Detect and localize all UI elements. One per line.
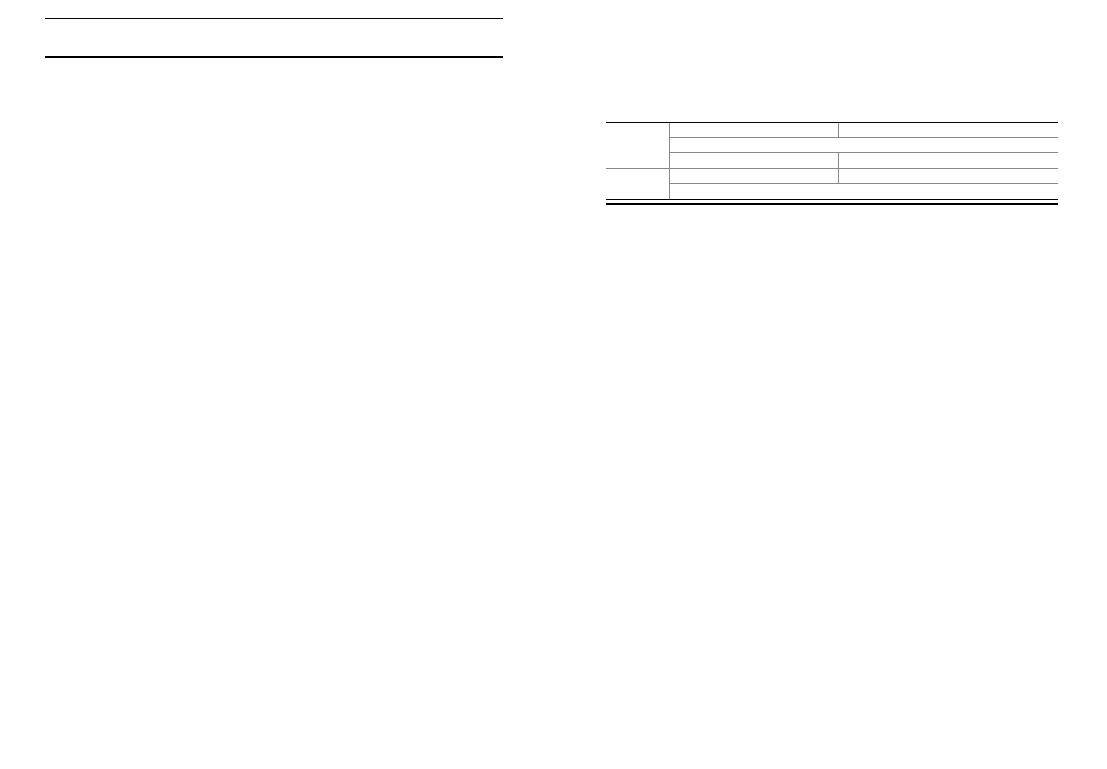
id-number-field[interactable] bbox=[838, 153, 1058, 168]
location-field[interactable] bbox=[670, 138, 1058, 152]
contract-terms-table bbox=[45, 56, 503, 58]
employee-party-label bbox=[606, 169, 670, 199]
employer-name-field[interactable] bbox=[670, 153, 838, 168]
birthdate-field[interactable] bbox=[838, 169, 1058, 183]
employer-party-label bbox=[606, 123, 670, 168]
employee-party-row bbox=[606, 169, 1058, 199]
parties-table bbox=[606, 122, 1058, 200]
employer-party-row bbox=[606, 123, 1058, 169]
phone-field[interactable] bbox=[838, 123, 1058, 137]
home-address-field[interactable] bbox=[670, 184, 1058, 199]
employee-name-field[interactable] bbox=[670, 169, 838, 183]
signature-block bbox=[45, 0, 503, 19]
contract-conditions-table bbox=[606, 203, 1058, 205]
enterprise-name-field[interactable] bbox=[670, 123, 838, 137]
